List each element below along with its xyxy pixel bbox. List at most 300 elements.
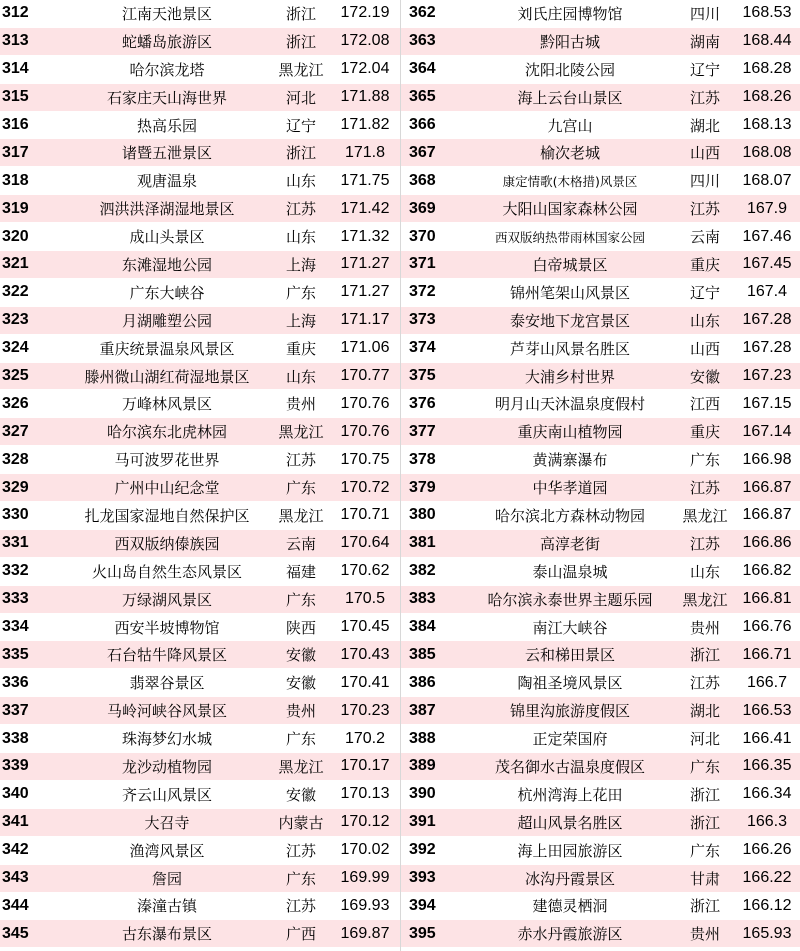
scenic-name-cell: 扎龙国家湿地自然保护区: [84, 506, 250, 525]
table-row: [401, 781, 800, 809]
score-cell: 167.45: [742, 255, 792, 273]
score-cell: 168.44: [742, 32, 792, 50]
table-row: [0, 167, 400, 195]
score-cell: 167.9: [746, 199, 788, 217]
rank-cell: 385: [409, 645, 436, 663]
rank-cell: 344: [2, 896, 29, 914]
rank-cell: 383: [409, 590, 436, 608]
rank-cell: 370: [409, 227, 436, 245]
scenic-name-cell: 杭州湾海上花田: [517, 785, 623, 804]
scenic-name-cell: 马岭河峡谷风景区: [106, 702, 227, 721]
rank-cell: 327: [2, 422, 29, 440]
score-cell: 171.8: [344, 143, 386, 161]
score-cell: 170.45: [340, 618, 390, 636]
scenic-name-cell: 冰沟丹霞景区: [524, 869, 615, 888]
rank-cell: 326: [2, 394, 29, 412]
province-cell: 山西: [689, 144, 720, 163]
rank-cell: 368: [409, 171, 436, 189]
province-cell: 广东: [285, 479, 316, 498]
province-cell: 辽宁: [689, 283, 720, 302]
province-cell: 广东: [285, 590, 316, 609]
scenic-name-cell: 泰安地下龙宫景区: [509, 311, 630, 330]
scenic-name-cell: 超山风景名胜区: [517, 813, 623, 832]
rank-cell: 365: [409, 88, 436, 106]
rank-cell: 340: [2, 785, 29, 803]
table-row: [401, 837, 800, 865]
scenic-name-cell: 龙沙动植物园: [121, 757, 212, 776]
scenic-name-cell: 万绿湖风景区: [121, 590, 212, 609]
scenic-name-cell: 重庆统景温泉风景区: [99, 339, 235, 358]
table-row: [0, 84, 400, 112]
scenic-name-cell: 沈阳北陵公园: [524, 60, 615, 79]
table-row: [401, 446, 800, 474]
scenic-name-cell: 黔阳古城: [539, 32, 600, 51]
table-row: [0, 725, 400, 753]
table-row: [0, 28, 400, 56]
scenic-name-cell: 九宫山: [547, 116, 593, 135]
table-row: [401, 614, 800, 642]
table-row: [0, 669, 400, 697]
score-cell: 168.53: [742, 4, 792, 22]
province-cell: 贵州: [285, 702, 316, 721]
score-cell: 166.87: [742, 506, 792, 524]
rank-cell: 338: [2, 729, 29, 747]
score-cell: 171.06: [340, 339, 390, 357]
score-cell: 170.76: [340, 394, 390, 412]
score-cell: 166.12: [742, 896, 792, 914]
score-cell: 169.93: [340, 896, 390, 914]
table-row: [0, 446, 400, 474]
province-cell: 贵州: [285, 395, 316, 414]
province-cell: 江苏: [285, 897, 316, 916]
scenic-name-cell: 马可波罗花世界: [114, 451, 220, 470]
table-row: [401, 725, 800, 753]
rank-cell: 317: [2, 143, 29, 161]
province-cell: 云南: [689, 228, 720, 247]
scenic-name-cell: 明月山天沐温泉度假村: [494, 395, 645, 414]
province-cell: 黑龙江: [682, 590, 728, 609]
score-cell: 170.17: [340, 757, 390, 775]
province-cell: 湖北: [689, 702, 720, 721]
scenic-name-cell: 西双版纳傣族园: [114, 534, 220, 553]
score-cell: 166.71: [742, 645, 792, 663]
score-cell: 171.17: [340, 311, 390, 329]
score-cell: 172.04: [340, 60, 390, 78]
table-row: [0, 307, 400, 335]
rank-cell: 324: [2, 339, 29, 357]
province-cell: 山东: [689, 311, 720, 330]
table-row: [0, 195, 400, 223]
scenic-name-cell: 哈尔滨龙塔: [129, 60, 205, 79]
score-cell: 165.93: [742, 924, 792, 942]
score-cell: 167.14: [742, 422, 792, 440]
table-row: [401, 920, 800, 948]
table-row: [401, 307, 800, 335]
province-cell: 黑龙江: [278, 60, 324, 79]
score-cell: 170.5: [344, 590, 386, 608]
rank-cell: 334: [2, 618, 29, 636]
scenic-name-cell: 西安半坡博物馆: [114, 618, 220, 637]
scenic-name-cell: 云和梯田景区: [524, 646, 615, 665]
score-cell: 166.41: [742, 729, 792, 747]
scenic-name-cell: 诸暨五泄景区: [121, 144, 212, 163]
score-cell: 170.62: [340, 562, 390, 580]
table-row: [401, 530, 800, 558]
table-row: [401, 669, 800, 697]
rank-cell: 363: [409, 32, 436, 50]
score-cell: 166.98: [742, 450, 792, 468]
scenic-name-cell: 大阳山国家森林公园: [502, 200, 638, 219]
province-cell: 江西: [689, 395, 720, 414]
score-cell: 170.72: [340, 478, 390, 496]
score-cell: 170.13: [340, 785, 390, 803]
province-cell: 山东: [285, 228, 316, 247]
scenic-name-cell: 渔湾风景区: [129, 841, 205, 860]
scenic-name-cell: 哈尔滨东北虎林园: [106, 423, 227, 442]
table-row: [0, 920, 400, 948]
scenic-name-cell: 芦芽山风景名胜区: [509, 339, 630, 358]
rank-cell: 375: [409, 367, 436, 385]
table-row: [0, 335, 400, 363]
table-row: [401, 753, 800, 781]
table-row: [401, 28, 800, 56]
rank-cell: 362: [409, 4, 436, 22]
table-row: [401, 418, 800, 446]
province-cell: 河北: [285, 88, 316, 107]
scenic-name-cell: 大召寺: [144, 813, 190, 832]
score-cell: 171.88: [340, 88, 390, 106]
rank-cell: 394: [409, 896, 436, 914]
province-cell: 浙江: [285, 144, 316, 163]
table-row: [401, 586, 800, 614]
rank-cell: 377: [409, 422, 436, 440]
province-cell: 安徽: [285, 646, 316, 665]
scenic-name-cell: 中华孝道园: [532, 479, 608, 498]
rank-cell: 320: [2, 227, 29, 245]
score-cell: 166.34: [742, 785, 792, 803]
province-cell: 浙江: [285, 32, 316, 51]
scenic-name-cell: 东滩湿地公园: [121, 255, 212, 274]
scenic-name-cell: 江南天池景区: [121, 4, 212, 23]
scenic-name-cell: 火山岛自然生态风景区: [91, 562, 242, 581]
table-row: [401, 335, 800, 363]
province-cell: 江苏: [285, 451, 316, 470]
rank-cell: 325: [2, 367, 29, 385]
ranking-column-right: [401, 0, 800, 948]
table-row: [0, 837, 400, 865]
rank-cell: 372: [409, 283, 436, 301]
province-cell: 广西: [285, 925, 316, 944]
scenic-name-cell: 滕州微山湖红荷湿地景区: [84, 367, 250, 386]
table-row: [401, 893, 800, 921]
province-cell: 四川: [689, 172, 720, 191]
rank-cell: 333: [2, 590, 29, 608]
province-cell: 山东: [285, 172, 316, 191]
province-cell: 黑龙江: [682, 506, 728, 525]
scenic-name-cell: 蛇蟠岛旅游区: [121, 32, 212, 51]
province-cell: 上海: [285, 255, 316, 274]
province-cell: 山东: [689, 562, 720, 581]
rank-cell: 373: [409, 311, 436, 329]
rank-cell: 395: [409, 924, 436, 942]
table-row: [0, 530, 400, 558]
rank-cell: 313: [2, 32, 29, 50]
rank-cell: 393: [409, 869, 436, 887]
score-cell: 171.75: [340, 171, 390, 189]
score-cell: 167.28: [742, 311, 792, 329]
score-cell: 170.02: [340, 841, 390, 859]
scenic-name-cell: 刘氏庄园博物馆: [517, 4, 623, 23]
table-row: [0, 112, 400, 140]
province-cell: 黑龙江: [278, 757, 324, 776]
score-cell: 171.27: [340, 255, 390, 273]
score-cell: 172.19: [340, 4, 390, 22]
score-cell: 169.99: [340, 869, 390, 887]
table-row: [401, 167, 800, 195]
rank-cell: 367: [409, 143, 436, 161]
rank-cell: 328: [2, 450, 29, 468]
score-cell: 166.3: [746, 813, 788, 831]
score-cell: 171.27: [340, 283, 390, 301]
score-cell: 166.26: [742, 841, 792, 859]
table-row: [0, 641, 400, 669]
rank-cell: 330: [2, 506, 29, 524]
scenic-name-cell: 高淳老街: [539, 534, 600, 553]
table-row: [0, 865, 400, 893]
province-cell: 浙江: [689, 897, 720, 916]
scenic-name-cell: 锦里沟旅游度假区: [509, 702, 630, 721]
province-cell: 云南: [285, 534, 316, 553]
table-row: [401, 363, 800, 391]
rank-cell: 388: [409, 729, 436, 747]
rank-cell: 335: [2, 645, 29, 663]
province-cell: 浙江: [689, 813, 720, 832]
scenic-name-cell: 珠海梦幻水城: [121, 730, 212, 749]
scenic-name-cell: 白帝城景区: [532, 255, 608, 274]
rank-cell: 318: [2, 171, 29, 189]
province-cell: 安徽: [285, 785, 316, 804]
province-cell: 贵州: [689, 925, 720, 944]
table-row: [0, 474, 400, 502]
scenic-name-cell: 海上云台山景区: [517, 88, 623, 107]
province-cell: 广东: [285, 283, 316, 302]
rank-cell: 341: [2, 813, 29, 831]
province-cell: 山东: [285, 367, 316, 386]
scenic-name-cell: 石台牯牛降风景区: [106, 646, 227, 665]
rank-cell: 391: [409, 813, 436, 831]
scenic-name-cell: 哈尔滨北方森林动物园: [494, 506, 645, 525]
province-cell: 浙江: [689, 646, 720, 665]
table-row: [401, 558, 800, 586]
scenic-name-cell: 成山头景区: [129, 228, 205, 247]
scenic-name-cell: 海上田园旅游区: [517, 841, 623, 860]
province-cell: 黑龙江: [278, 423, 324, 442]
score-cell: 166.22: [742, 869, 792, 887]
score-cell: 170.43: [340, 645, 390, 663]
province-cell: 江苏: [689, 479, 720, 498]
table-row: [0, 418, 400, 446]
province-cell: 江苏: [689, 534, 720, 553]
scenic-name-cell: 陶祖圣境风景区: [517, 674, 623, 693]
scenic-name-cell: 黄满寨瀑布: [532, 451, 608, 470]
table-row: [401, 279, 800, 307]
province-cell: 内蒙古: [278, 813, 324, 832]
province-cell: 重庆: [689, 423, 720, 442]
scenic-name-cell: 月湖雕塑公园: [121, 311, 212, 330]
scenic-name-cell: 大浦乡村世界: [524, 367, 615, 386]
province-cell: 福建: [285, 562, 316, 581]
province-cell: 安徽: [689, 367, 720, 386]
rank-cell: 392: [409, 841, 436, 859]
province-cell: 浙江: [689, 785, 720, 804]
province-cell: 江苏: [285, 841, 316, 860]
table-row: [401, 809, 800, 837]
scenic-name-cell: 广东大峡谷: [129, 283, 205, 302]
score-cell: 170.71: [340, 506, 390, 524]
rank-cell: 321: [2, 255, 29, 273]
province-cell: 广东: [689, 451, 720, 470]
table-row: [401, 56, 800, 84]
province-cell: 黑龙江: [278, 506, 324, 525]
scenic-name-cell: 万峰林风景区: [121, 395, 212, 414]
score-cell: 166.86: [742, 534, 792, 552]
scenic-name-cell: 南江大峡谷: [532, 618, 608, 637]
rank-cell: 315: [2, 88, 29, 106]
province-cell: 甘肃: [689, 869, 720, 888]
rank-cell: 371: [409, 255, 436, 273]
province-cell: 重庆: [285, 339, 316, 358]
table-row: [0, 390, 400, 418]
province-cell: 山西: [689, 339, 720, 358]
province-cell: 江苏: [285, 200, 316, 219]
score-cell: 172.08: [340, 32, 390, 50]
rank-cell: 382: [409, 562, 436, 580]
score-cell: 166.35: [742, 757, 792, 775]
score-cell: 170.64: [340, 534, 390, 552]
scenic-name-cell: 观唐温泉: [136, 172, 197, 191]
table-row: [0, 139, 400, 167]
score-cell: 166.53: [742, 701, 792, 719]
score-cell: 169.87: [340, 924, 390, 942]
score-cell: 170.12: [340, 813, 390, 831]
rank-cell: 376: [409, 394, 436, 412]
province-cell: 广东: [689, 757, 720, 776]
rank-cell: 345: [2, 924, 29, 942]
score-cell: 170.23: [340, 701, 390, 719]
table-row: [0, 223, 400, 251]
score-cell: 166.76: [742, 618, 792, 636]
scenic-name-cell: 重庆南山植物园: [517, 423, 623, 442]
rank-cell: 339: [2, 757, 29, 775]
scenic-name-cell: 榆次老城: [539, 144, 600, 163]
province-cell: 江苏: [689, 200, 720, 219]
rank-cell: 364: [409, 60, 436, 78]
scenic-name-cell: 哈尔滨永泰世界主题乐园: [487, 590, 653, 609]
score-cell: 167.15: [742, 394, 792, 412]
rank-cell: 342: [2, 841, 29, 859]
province-cell: 辽宁: [689, 60, 720, 79]
rank-cell: 319: [2, 199, 29, 217]
score-cell: 167.46: [742, 227, 792, 245]
table-row: [401, 223, 800, 251]
scenic-name-cell: 康定情歌(木格措)风景区: [502, 173, 638, 189]
score-cell: 167.28: [742, 339, 792, 357]
table-row: [401, 390, 800, 418]
province-cell: 河北: [689, 730, 720, 749]
score-cell: 170.41: [340, 673, 390, 691]
province-cell: 重庆: [689, 255, 720, 274]
rank-cell: 312: [2, 4, 29, 22]
rank-cell: 337: [2, 701, 29, 719]
scenic-name-cell: 齐云山风景区: [121, 785, 212, 804]
rank-cell: 378: [409, 450, 436, 468]
rank-cell: 336: [2, 673, 29, 691]
table-row: [401, 251, 800, 279]
score-cell: 170.2: [344, 729, 386, 747]
rank-cell: 322: [2, 283, 29, 301]
table-row: [0, 893, 400, 921]
table-row: [0, 363, 400, 391]
table-row: [401, 697, 800, 725]
score-cell: 168.13: [742, 116, 792, 133]
province-cell: 辽宁: [285, 116, 316, 135]
scenic-name-cell: 广州中山纪念堂: [114, 479, 220, 498]
score-cell: 168.08: [742, 143, 792, 161]
province-cell: 浙江: [285, 4, 316, 23]
rank-cell: 374: [409, 339, 436, 357]
table-row: [401, 0, 800, 28]
scenic-name-cell: 锦州笔架山风景区: [509, 283, 630, 302]
score-cell: 167.23: [742, 367, 792, 385]
scenic-name-cell: 溱潼古镇: [136, 897, 197, 916]
scenic-name-cell: 西双版纳热带雨林国家公园: [494, 229, 645, 245]
table-row: [0, 586, 400, 614]
province-cell: 安徽: [285, 674, 316, 693]
rank-cell: 329: [2, 478, 29, 496]
province-cell: 广东: [285, 869, 316, 888]
table-row: [0, 614, 400, 642]
rank-cell: 379: [409, 478, 436, 496]
table-row: [0, 279, 400, 307]
table-row: [0, 558, 400, 586]
table-row: [401, 84, 800, 112]
score-cell: 166.81: [742, 590, 792, 608]
scenic-name-cell: 石家庄天山海世界: [106, 88, 227, 107]
table-row: [401, 641, 800, 669]
score-cell: 170.75: [340, 450, 390, 468]
table-row: [401, 139, 800, 167]
table-row: [401, 865, 800, 893]
score-cell: 168.26: [742, 88, 792, 106]
score-cell: 171.32: [340, 227, 390, 245]
ranking-column-left: [0, 0, 400, 948]
table-row: [401, 112, 800, 140]
province-cell: 广东: [285, 730, 316, 749]
score-cell: 171.42: [340, 199, 390, 217]
province-cell: 湖南: [689, 32, 720, 51]
province-cell: 贵州: [689, 618, 720, 637]
table-row: [0, 502, 400, 530]
province-cell: 广东: [689, 841, 720, 860]
province-cell: 湖北: [689, 116, 720, 135]
table-row: [401, 195, 800, 223]
rank-cell: 314: [2, 60, 29, 78]
scenic-name-cell: 古东瀑布景区: [121, 925, 212, 944]
scenic-name-cell: 茂名御水古温泉度假区: [494, 757, 645, 776]
table-row: [0, 0, 400, 28]
province-cell: 江苏: [689, 88, 720, 107]
score-cell: 166.82: [742, 562, 792, 580]
